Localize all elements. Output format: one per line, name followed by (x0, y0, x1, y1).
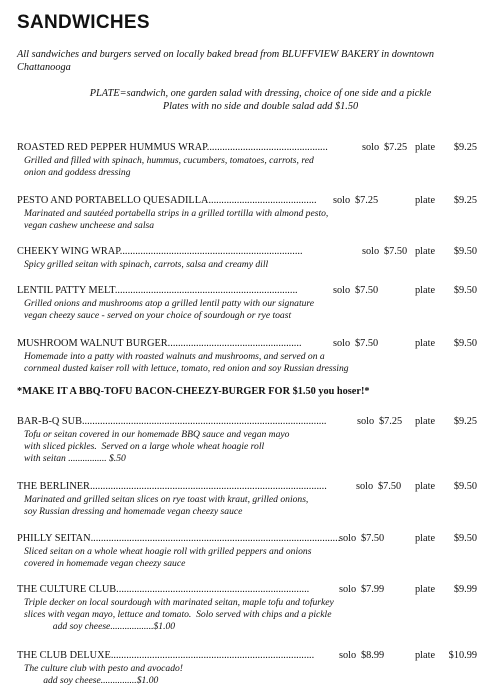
plate-label: plate (415, 416, 436, 427)
dot-leader: ....................................................................... (119, 246, 303, 257)
plate-price: $9.25 (453, 195, 477, 206)
plate-price: $10.99 (448, 650, 477, 661)
menu-item-description: with sliced pickles. Served on a large whole wheat hoagie roll (24, 441, 265, 452)
plate-price: $9.50 (453, 338, 477, 349)
menu-item-description: Tofu or seitan covered in our homemade BBQ sauce and vegan mayo (24, 429, 290, 440)
menu-item (17, 649, 477, 687)
menu-item (17, 415, 477, 465)
solo-label: solo (362, 246, 380, 257)
menu-item-description: add soy cheese..................$1.00 (24, 621, 176, 632)
solo-price: $7.25 (355, 195, 379, 206)
menu-item-description: onion and goddess dressing (24, 167, 131, 178)
plate-label: plate (415, 584, 436, 595)
menu-item-line (17, 415, 477, 429)
menu-item-line (17, 532, 477, 546)
menu-item-description: slices with vegan mayo, lettuce and tomato. Solo served with chips and a pickle (24, 609, 332, 620)
menu-item-description: Grilled and filled with spinach, hummus, cucumbers, tomatoes, carrots, red (24, 155, 314, 166)
plate-price: $9.50 (453, 285, 477, 296)
solo-price: $7.99 (361, 584, 385, 595)
plate-label: plate (415, 338, 436, 349)
menu-item-description: Homemade into a patty with roasted walnuts and mushrooms, and served on a (24, 351, 325, 362)
menu-item-name: BAR-B-Q SUB (17, 416, 82, 427)
solo-label: solo (356, 481, 374, 492)
menu-item-description: vegan cashew uncheese and salsa (24, 220, 155, 231)
menu-item (17, 337, 477, 375)
solo-price: $8.99 (361, 650, 385, 661)
menu-item (17, 245, 477, 271)
solo-price: $7.25 (379, 416, 403, 427)
solo-price: $7.25 (384, 142, 408, 153)
dot-leader: .......................................... (208, 195, 317, 206)
menu-item-description: Triple decker on local sourdough with marinated seitan, maple tofu and tofurkey (24, 597, 334, 608)
menu-item-name: THE CULTURE CLUB (17, 584, 117, 595)
dot-leader: ............................................................................................... (81, 416, 327, 427)
plate-label: plate (415, 285, 436, 296)
solo-label: solo (357, 416, 375, 427)
section-heading: SANDWICHES (17, 12, 150, 33)
menu-item-line (17, 141, 477, 155)
menu-item-line (17, 583, 477, 597)
plate-price: $9.99 (453, 584, 477, 595)
plate-label: plate (415, 246, 436, 257)
menu-item-line (17, 194, 477, 208)
menu-item-description: Sliced seitan on a whole wheat hoagie roll with grilled peppers and onions (24, 546, 312, 557)
menu-item-line (17, 245, 477, 259)
menu-item-description: vegan cheezy sauce - served on your choice of sourdough or rye toast (24, 310, 292, 321)
plate-price: $9.50 (453, 533, 477, 544)
solo-label: solo (333, 285, 351, 296)
menu-item-name: THE BERLINER (17, 481, 90, 492)
menu-item (17, 284, 477, 322)
plate-label: plate (415, 195, 436, 206)
menu-item (17, 532, 477, 570)
plate-price: $9.50 (453, 246, 477, 257)
promo-text: *MAKE IT A BBQ-TOFU BACON-CHEEZY-BURGER FOR $1.50 you hoser!* (17, 386, 370, 397)
menu-item (17, 480, 477, 518)
menu-item-description: The culture club with pesto and avocado! (24, 663, 183, 674)
menu-item-description: cornmeal dusted kaiser roll with lettuce, tomato, red onion and soy Russian dressing (24, 363, 349, 374)
solo-label: solo (333, 195, 351, 206)
dot-leader: ........................................................................... (116, 584, 310, 595)
solo-label: solo (339, 584, 357, 595)
menu-item (17, 583, 477, 633)
dot-leader: ............................................................................................ (89, 481, 327, 492)
menu-item-description: soy Russian dressing and homemade vegan cheezy sauce (24, 506, 243, 517)
menu-item (17, 194, 477, 232)
menu-item-description: with seitan ................ $.50 (24, 453, 126, 464)
intro-text: All sandwiches and burgers served on locally baked bread from BLUFFVIEW BAKERY in downtown Chattanooga (17, 49, 435, 73)
menu-item-name: LENTIL PATTY MELT (17, 285, 115, 296)
menu-item-name: ROASTED RED PEPPER HUMMUS WRAP (17, 142, 207, 153)
solo-label: solo (333, 338, 351, 349)
plate-price: $9.25 (453, 142, 477, 153)
plate-note-line-1: PLATE=sandwich, one garden salad with dressing, choice of one side and a pickle (89, 88, 432, 99)
plate-price: $9.25 (453, 416, 477, 427)
menu-item (17, 141, 477, 179)
menu-item-line (17, 337, 477, 351)
solo-price: $7.50 (355, 285, 379, 296)
menu-item-name: CHEEKY WING WRAP (17, 246, 120, 257)
dot-leader: ............................................................................... (110, 650, 315, 661)
menu-item-description: Spicy grilled seitan with spinach, carrots, salsa and creamy dill (24, 259, 269, 270)
menu-item-name: PESTO AND PORTABELLO QUESADILLA (17, 195, 209, 206)
menu-item-name: THE CLUB DELUXE (17, 650, 111, 661)
menu-item-line (17, 649, 477, 663)
solo-label: solo (339, 650, 357, 661)
menu-item-description: Marinated and sautéed portabella strips in a grilled tortilla with almond pesto, (24, 208, 329, 219)
plate-label: plate (415, 142, 436, 153)
plate-label: plate (415, 481, 436, 492)
dot-leader: .................................................... (167, 338, 302, 349)
menu-item-description: add soy cheese...............$1.00 (24, 675, 159, 686)
solo-price: $7.50 (384, 246, 408, 257)
plate-price: $9.50 (453, 481, 477, 492)
menu-item-description: Marinated and grilled seitan slices on rye toast with kraut, grilled onions, (24, 494, 309, 505)
solo-label: solo (362, 142, 380, 153)
menu-item-name: PHILLY SEITAN (17, 533, 91, 544)
menu-item-name: MUSHROOM WALNUT BURGER (17, 338, 168, 349)
plate-note-line-2: Plates with no side and double salad add $1.50 (162, 101, 359, 112)
solo-price: $7.50 (378, 481, 402, 492)
dot-leader: ....................................................................... (114, 285, 298, 296)
menu-item-description: covered in homemade vegan cheezy sauce (24, 558, 186, 569)
dot-leader: ................................................................................................. (90, 533, 341, 544)
solo-label: solo (339, 533, 357, 544)
menu-item-line (17, 480, 477, 494)
menu-item-description: Grilled onions and mushrooms atop a grilled lentil patty with our signature (24, 298, 315, 309)
dot-leader: ............................................... (206, 142, 328, 153)
plate-label: plate (415, 533, 436, 544)
menu-item-line (17, 284, 477, 298)
plate-label: plate (415, 650, 436, 661)
solo-price: $7.50 (361, 533, 385, 544)
solo-price: $7.50 (355, 338, 379, 349)
